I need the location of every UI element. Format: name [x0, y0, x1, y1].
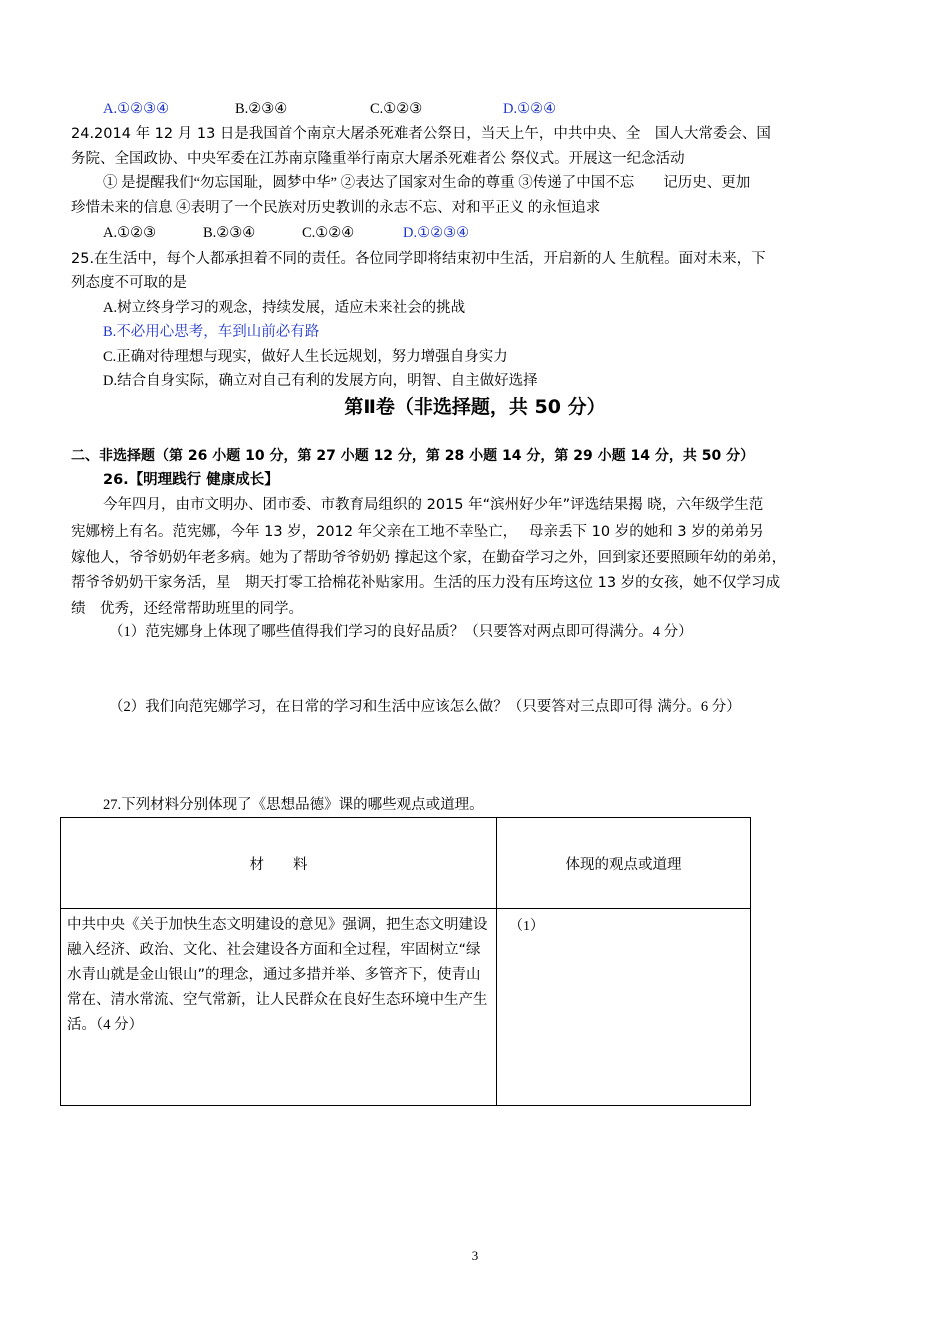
q26-number: 26. [103, 472, 129, 488]
q27-table-row [61, 909, 751, 1106]
q25-line-1: 25.在生活中，每个人都承担着不同的责任。各位同学即将结束初中生活，开启新的人 生航程。面对未来，下 [71, 251, 766, 267]
part2-heading: 二、非选择题（第 26 小题 10 分，第 27 小题 12 分，第 28 小题 14 分，第 29 小题 14 分，共 50 分） [71, 448, 755, 464]
q26-paragraph-line-4: 帮爷爷奶奶干家务活，星 期天打零工拾棉花补贴家用。生活的压力没有压垮这位 13 岁的女孩，她不仅学习成 [71, 575, 781, 591]
q27-table-header-row [61, 818, 751, 909]
q24-option-c: C.①②④ [302, 225, 355, 241]
q24-line-2: 务院、全国政协、中央军委在江苏南京隆重举行南京大屠杀死难者公 祭仪式。开展这一纪念活动 [71, 151, 685, 167]
section-title: 第Ⅱ卷（非选择题，共 50 分） [344, 396, 606, 418]
q25-option-b: B.不必用心思考，车到山前必有路 [103, 324, 320, 340]
q25-option-d: D.结合自身实际，确立对自己有利的发展方向，明智、自主做好选择 [103, 373, 538, 389]
q24-line-4: 珍惜未来的信息 ④表明了一个民族对历史教训的永志不忘、对和平正义 的永恒追求 [71, 200, 601, 216]
q23-option-c: C.①②③ [370, 101, 423, 117]
q26-paragraph-line-3: 嫁他人，爷爷奶奶年老多病。她为了帮助爷爷奶奶 撑起这个家，在勤奋学习之外，回到家还要照顾年幼的弟弟， [71, 550, 787, 566]
page-number: 3 [471, 1248, 479, 1263]
q26-subquestion-1 [109, 622, 693, 642]
q24-line-1: 24.2014 年 12 月 13 日是我国首个南京大屠杀死难者公祭日，当天上午，中共中央、全 国人大常委会、国 [71, 126, 771, 142]
q27-table [60, 817, 751, 1106]
q27-answer-cell[interactable] [497, 909, 751, 1106]
q26-paragraph-line-1: 今年四月，由市文明办、团市委、市教育局组织的 2015 年“滨州好少年”评选结果揭 晓，六年级学生范 [103, 497, 764, 513]
q26-sub2-text: （2）我们向范宪娜学习，在日常的学习和生活中应该怎么做？（ [109, 699, 523, 715]
q27-header-material: 材 料 [61, 818, 497, 909]
q26-sub1-score: 4 分） [652, 624, 693, 640]
q26-title [103, 470, 279, 490]
q27-intro: 27.下列材料分别体现了《思想品德》课的哪些观点或道理。 [103, 797, 484, 813]
q26-paragraph-line-5: 绩 优秀，还经常帮助班里的同学。 [71, 601, 303, 617]
q24-line-3: ① 是提醒我们“勿忘国耻，圆梦中华” ②表达了国家对生命的尊重 ③传递了中国不忘 记历史、更加 [103, 175, 751, 191]
q26-sub1-note: 只要答对两点即可得满分。 [478, 624, 653, 640]
q26-sub1-text: （1）范宪娜身上体现了哪些值得我们学习的良好品质？（ [109, 624, 479, 640]
q27-material-score: （4 分） [96, 1017, 144, 1033]
q27-material-cell [61, 909, 497, 1106]
q26-heading: 【明理践行 健康成长】 [128, 472, 279, 488]
q27-material-body: 中共中央《关于加快生态文明建设的意见》强调，把生态文明建设融入经济、政治、文化、社会建设各方面和全过程，牢固树立“绿水青山就是金山银山”的理念，通过多措并举、多管齐下，使青山常在、清水常流、空气常新，让人民群众在良好生态环境中生产生活。 [67, 917, 488, 1033]
q25-line-2: 列态度不可取的是 [71, 275, 187, 291]
q26-sub2-score: 6 分） [700, 699, 741, 715]
q26-subquestion-2 [109, 697, 741, 717]
q27-header-view: 体现的观点或道理 [497, 818, 751, 909]
q24-option-b: B.②③④ [203, 225, 256, 241]
q26-sub2-note: 只要答对三点即可得 满分。 [522, 699, 701, 715]
q26-paragraph-line-2: 宪娜榜上有名。范宪娜，今年 13 岁，2012 年父亲在工地不幸坠亡， 母亲丢下 10 岁的她和 3 岁的弟弟另 [71, 524, 764, 540]
q23-option-b: B.②③④ [235, 101, 288, 117]
q27-answer-label: （1） [509, 919, 544, 934]
q23-option-d: D.①②④ [503, 101, 557, 117]
q24-option-a: A.①②③ [103, 225, 157, 241]
q24-option-d: D.①②③④ [403, 225, 470, 241]
q25-option-c: C.正确对待理想与现实，做好人生长远规划，努力增强自身实力 [103, 349, 508, 365]
q25-option-a: A.树立终身学习的观念，持续发展，适应未来社会的挑战 [103, 300, 466, 316]
q23-option-a: A.①②③④ [103, 101, 170, 117]
q27-material-text [61, 909, 496, 1038]
